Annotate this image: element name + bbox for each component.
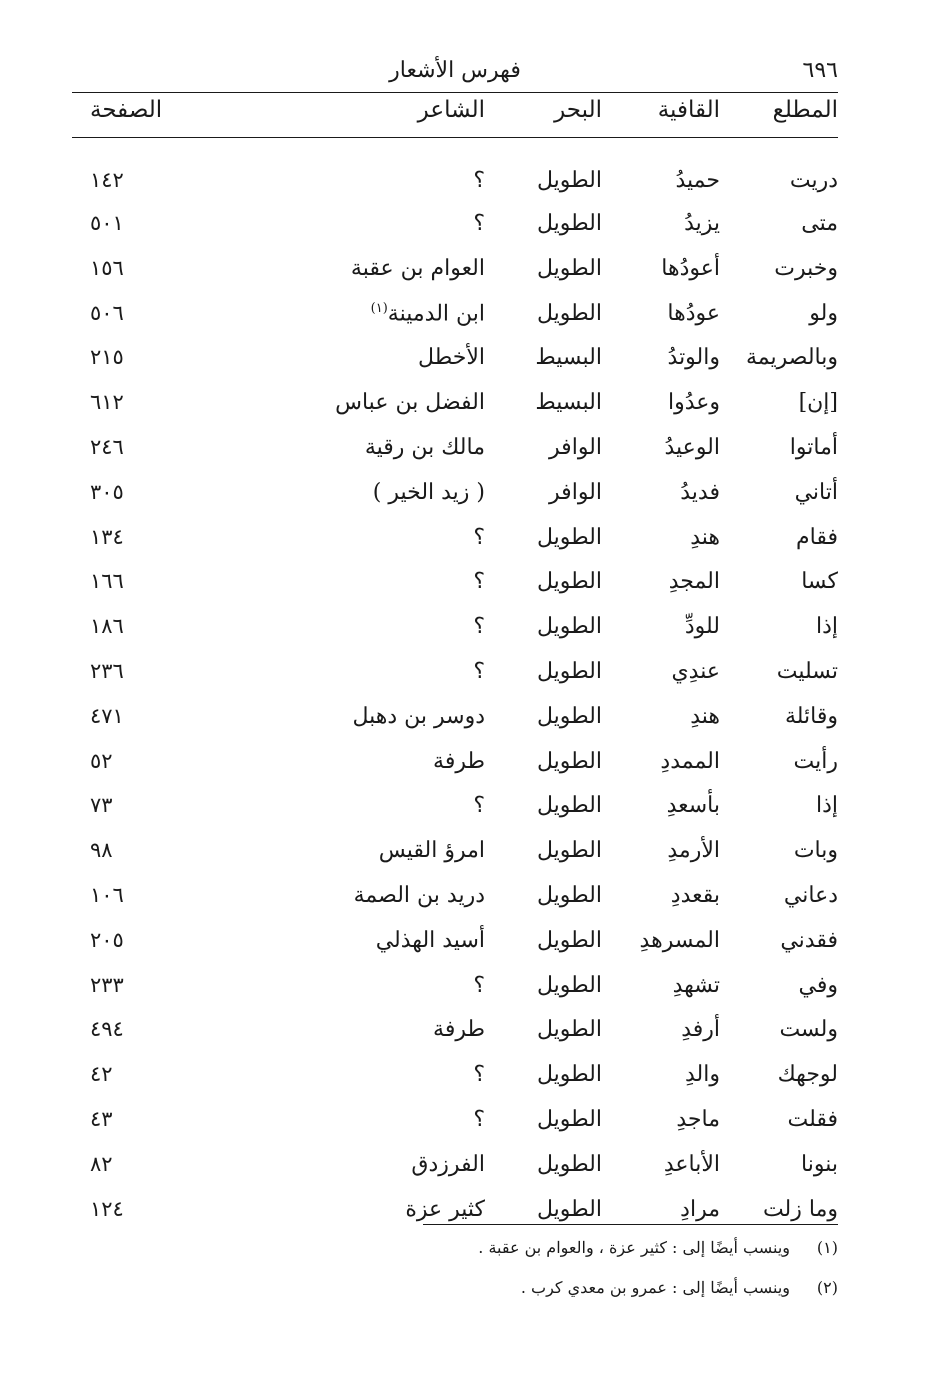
index-page	[72, 56, 838, 1297]
cell-rhyme: الوعيدُ	[664, 434, 720, 460]
cell-meter: الطويل	[536, 1196, 602, 1222]
cell-rhyme: تشهدِ	[672, 972, 720, 998]
footnote-reference: (١)	[370, 300, 388, 316]
cell-opening: بنونا	[801, 1151, 838, 1177]
cell-poet: ؟	[473, 658, 485, 684]
table-row	[72, 515, 838, 560]
poem-index-rows	[72, 138, 838, 1233]
cell-meter: الطويل	[536, 658, 602, 684]
cell-rhyme: والوتدُ	[667, 345, 720, 371]
table-row	[72, 604, 838, 649]
cell-rhyme: عندِي	[671, 658, 720, 684]
table-row	[72, 873, 838, 918]
cell-page: ٦١٢	[90, 390, 124, 415]
cell-poet: الفرزدق	[411, 1151, 485, 1177]
cell-meter: الطويل	[536, 300, 602, 326]
cell-meter: الطويل	[536, 793, 602, 819]
table-row	[72, 138, 838, 201]
footnotes	[72, 1236, 838, 1316]
cell-poet: دوسر بن دهبل	[352, 703, 485, 729]
cell-rhyme: بأسعدِ	[666, 793, 720, 819]
table-row	[72, 828, 838, 873]
cell-meter: الوافر	[549, 434, 602, 460]
cell-opening: ولست	[779, 1017, 838, 1043]
cell-page: ٨٢	[90, 1151, 113, 1176]
cell-opening: إذا	[815, 793, 838, 819]
cell-poet: طرفة	[433, 748, 485, 774]
cell-meter: البسيط	[535, 390, 602, 416]
cell-opening: تسليت	[776, 658, 838, 684]
table-row	[72, 380, 838, 425]
cell-rhyme: يزيدُ	[684, 211, 720, 236]
cell-opening: إذا	[815, 614, 838, 640]
cell-poet: كثير عزة	[405, 1196, 485, 1222]
cell-meter: الطويل	[536, 211, 602, 236]
cell-opening: وقائلة	[784, 703, 838, 729]
cell-meter: الطويل	[536, 255, 602, 281]
cell-meter: الطويل	[536, 748, 602, 774]
cell-page: ١٣٤	[90, 524, 124, 549]
cell-poet: ؟	[473, 168, 485, 193]
table-row	[72, 425, 838, 470]
cell-opening: رأيت	[793, 748, 838, 774]
cell-page: ٢٣٣	[90, 972, 124, 997]
cell-page: ٩٨	[90, 838, 113, 863]
table-row	[72, 470, 838, 515]
cell-page: ٧٣	[90, 793, 113, 818]
footnote-text: وينسب أيضًا إلى : عمرو بن معدي كرب .	[520, 1278, 790, 1297]
cell-poet: دريد بن الصمة	[353, 882, 485, 908]
cell-rhyme: والدِ	[685, 1062, 720, 1088]
cell-page: ٣٠٥	[90, 479, 124, 504]
cell-poet: العوام بن عقبة	[350, 255, 485, 281]
table-row	[72, 963, 838, 1008]
cell-rhyme: أرفدِ	[681, 1017, 720, 1043]
cell-opening: دعاني	[783, 882, 838, 908]
cell-poet: الفضل بن عباس	[335, 390, 485, 416]
cell-page: ١٦٦	[90, 569, 124, 594]
cell-page: ١٢٤	[90, 1196, 124, 1221]
cell-opening: ولو	[809, 300, 838, 326]
cell-poet	[371, 301, 485, 326]
cell-poet: ؟	[473, 1106, 485, 1132]
column-header-page: الصفحة	[90, 97, 163, 123]
cell-rhyme: الأباعدِ	[663, 1151, 720, 1177]
cell-poet: ؟	[473, 569, 485, 595]
cell-meter: البسيط	[535, 345, 602, 371]
footnote-mark: (٢)	[816, 1278, 838, 1297]
cell-rhyme: الأرمدِ	[667, 838, 720, 864]
table-row	[72, 739, 838, 784]
running-head	[72, 56, 838, 92]
footnote-mark: (١)	[816, 1238, 838, 1257]
cell-page: ٢٣٦	[90, 658, 124, 683]
cell-rhyme: ماجدِ	[676, 1106, 720, 1132]
column-headers	[72, 93, 838, 137]
cell-opening: كسا	[801, 569, 838, 595]
cell-rhyme: الممددِ	[660, 748, 720, 774]
cell-page: ٥٠١	[90, 211, 124, 235]
cell-opening: أتاني	[794, 479, 838, 505]
table-row	[72, 694, 838, 739]
cell-rhyme: هندِ	[690, 524, 720, 550]
cell-poet: طرفة	[433, 1017, 485, 1043]
cell-page: ٤٣	[90, 1106, 113, 1131]
table-row	[72, 1007, 838, 1052]
cell-page: ١٥٦	[90, 255, 124, 280]
cell-poet: ؟	[473, 793, 485, 819]
cell-opening: أماتوا	[789, 434, 838, 460]
table-row	[72, 918, 838, 963]
cell-meter: الطويل	[536, 1017, 602, 1043]
cell-page: ٤٢	[90, 1062, 113, 1087]
cell-poet: ؟	[473, 211, 485, 236]
cell-rhyme: حميدُ	[675, 168, 720, 193]
column-header-opening: المطلع	[772, 97, 838, 123]
cell-opening: [إن]	[798, 390, 838, 416]
cell-page: ٤٧١	[90, 703, 124, 728]
table-row	[72, 649, 838, 694]
cell-page: ١٠٦	[90, 882, 124, 907]
table-row	[72, 246, 838, 291]
cell-opening: لوجهك	[777, 1062, 838, 1088]
cell-opening: فقلت	[787, 1106, 838, 1132]
footnote	[72, 1236, 838, 1276]
table-row	[72, 1142, 838, 1187]
cell-meter: الطويل	[536, 1062, 602, 1088]
cell-poet: ؟	[473, 1062, 485, 1088]
table-row	[72, 201, 838, 246]
cell-rhyme: للودِّ	[684, 614, 720, 640]
cell-poet: ( زيد الخير )	[372, 479, 485, 505]
table-row	[72, 335, 838, 380]
cell-poet: مالك بن رقية	[364, 434, 485, 460]
cell-poet: امرؤ القيس	[378, 838, 485, 864]
table-row	[72, 1097, 838, 1142]
cell-meter: الطويل	[536, 882, 602, 908]
cell-opening: دريت	[789, 168, 838, 193]
cell-page: ٢١٥	[90, 345, 124, 370]
cell-rhyme: عودُها	[667, 300, 720, 326]
page-number: ٦٩٦	[802, 58, 838, 83]
cell-meter: الطويل	[536, 524, 602, 550]
running-title: فهرس الأشعار	[389, 58, 521, 83]
cell-opening: فقدني	[780, 927, 838, 953]
cell-opening: فقام	[796, 524, 838, 550]
cell-rhyme: مرادِ	[680, 1196, 720, 1222]
table-row	[72, 291, 838, 336]
cell-page: ١٨٦	[90, 614, 124, 639]
cell-meter: الطويل	[536, 1106, 602, 1132]
column-header-rhyme: القافية	[657, 97, 720, 123]
cell-opening: وما زلت	[762, 1196, 838, 1222]
cell-page: ٢٤٦	[90, 434, 124, 459]
cell-page: ٥٠٦	[90, 300, 124, 325]
cell-meter: الطويل	[536, 614, 602, 640]
cell-page: ٢٠٥	[90, 927, 124, 952]
cell-meter: الوافر	[549, 479, 602, 505]
cell-rhyme: المجدِ	[668, 569, 720, 595]
cell-poet: أسيد الهذلي	[375, 927, 485, 953]
column-header-poet: الشاعر	[417, 97, 485, 123]
cell-page: ١٤٢	[90, 168, 124, 192]
cell-rhyme: أعودُها	[661, 255, 720, 281]
cell-meter: الطويل	[536, 703, 602, 729]
cell-meter: الطويل	[536, 1151, 602, 1177]
cell-opening: وبالصريمة	[745, 345, 838, 371]
poet-name: ابن الدمينة	[387, 300, 485, 326]
cell-rhyme: هندِ	[690, 703, 720, 729]
footnote-text: وينسب أيضًا إلى : كثير عزة ، والعوام بن عقبة .	[478, 1238, 790, 1257]
cell-meter: الطويل	[536, 972, 602, 998]
cell-meter: الطويل	[536, 569, 602, 595]
cell-rhyme: بقعددِ	[670, 882, 720, 908]
cell-meter: الطويل	[536, 168, 602, 193]
cell-page: ٥٢	[90, 748, 113, 773]
cell-poet: ؟	[473, 972, 485, 998]
cell-rhyme: فديدُ	[680, 479, 720, 505]
table-row	[72, 783, 838, 828]
table-row	[72, 1052, 838, 1097]
cell-meter: الطويل	[536, 838, 602, 864]
cell-poet: ؟	[473, 524, 485, 550]
cell-opening: وفي	[798, 972, 838, 998]
footnote-rule	[423, 1224, 838, 1225]
column-header-meter: البحر	[554, 97, 602, 123]
cell-opening: وبات	[793, 838, 838, 864]
cell-page: ٤٩٤	[90, 1017, 124, 1042]
cell-opening: متى	[801, 211, 838, 236]
footnote	[72, 1276, 838, 1316]
cell-opening: وخبرت	[774, 255, 838, 281]
cell-rhyme: وعدُوا	[667, 390, 720, 416]
cell-meter: الطويل	[536, 927, 602, 953]
table-row	[72, 559, 838, 604]
cell-poet: ؟	[473, 614, 485, 640]
cell-poet: الأخطل	[418, 345, 485, 371]
cell-rhyme: المسرهدِ	[639, 927, 720, 953]
